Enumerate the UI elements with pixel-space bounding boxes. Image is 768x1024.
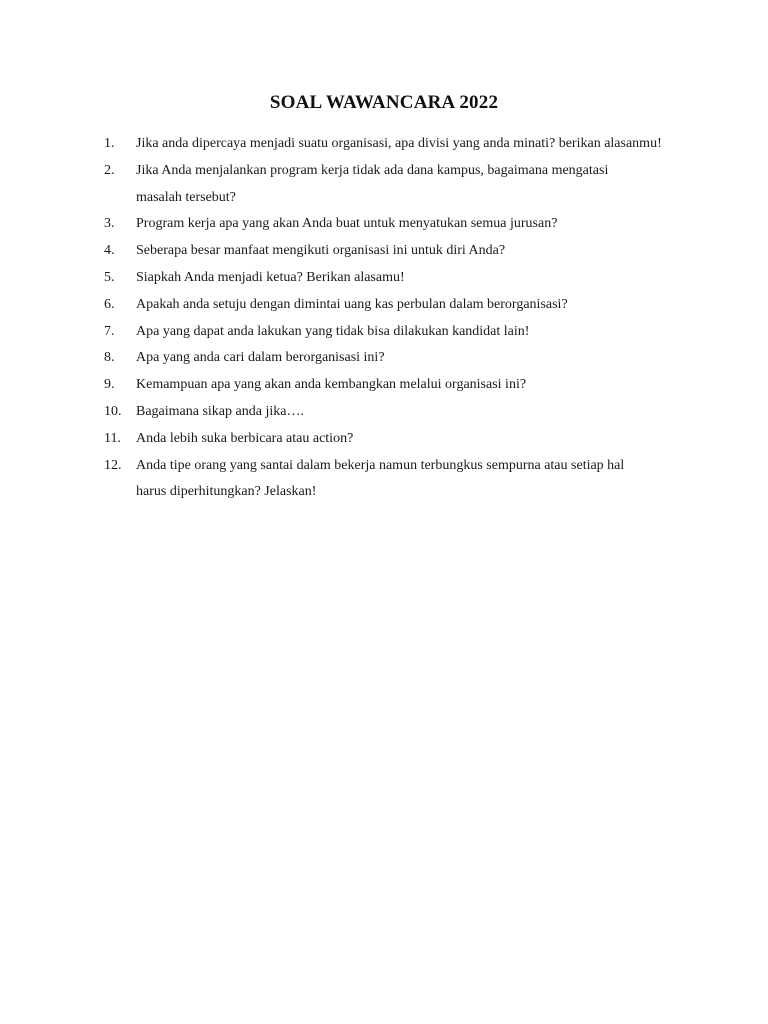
list-item (104, 345, 677, 372)
list-item (104, 399, 677, 426)
question-number: 5. (104, 269, 115, 285)
list-item (104, 211, 677, 238)
list-item (104, 453, 677, 507)
list-item (104, 265, 677, 292)
question-text: Apa yang dapat anda lakukan yang tidak bisa dilakukan kandidat lain! (136, 323, 530, 339)
list-item (104, 131, 677, 158)
document-title: SOAL WAWANCARA 2022 (269, 92, 499, 113)
question-text: Apa yang anda cari dalam berorganisasi ini? (136, 350, 385, 366)
question-text: Anda lebih suka berbicara atau action? (136, 430, 354, 446)
question-number: 3. (104, 216, 115, 232)
question-number: 1. (104, 136, 115, 151)
question-number: 4. (104, 243, 115, 259)
question-text: Jika anda dipercaya menjadi suatu organisasi, apa divisi yang anda minati? berikan alasanmu! (136, 136, 662, 151)
question-number: 6. (104, 296, 115, 312)
question-text: Kemampuan apa yang akan anda kembangkan melalui organisasi ini? (136, 377, 527, 393)
question-text: Apakah anda setuju dengan dimintai uang kas perbulan dalam berorganisasi? (136, 296, 568, 312)
question-number: 12. (104, 457, 122, 473)
question-text: Jika Anda menjalankan program kerja tidak ada dana kampus, bagaimana mengatasi masalah tersebut? (136, 162, 609, 205)
list-item (104, 372, 677, 399)
list-item (104, 426, 677, 453)
question-number: 9. (104, 377, 115, 393)
question-text: Seberapa besar manfaat mengikuti organisasi ini untuk diri Anda? (136, 243, 506, 259)
question-text: Anda tipe orang yang santai dalam bekerja namun terbungkus sempurna atau setiap hal harus diperhitungkan? Jelaskan! (136, 457, 625, 500)
question-number: 7. (104, 323, 115, 339)
list-item (104, 292, 677, 319)
question-text: Bagaimana sikap anda jika…. (136, 403, 304, 419)
question-number: 2. (104, 162, 115, 178)
list-item (104, 158, 677, 212)
question-text: Siapkah Anda menjadi ketua? Berikan alasamu! (136, 269, 405, 285)
question-list (104, 131, 677, 506)
question-number: 10. (104, 403, 122, 419)
question-number: 11. (104, 430, 121, 446)
question-number: 8. (104, 350, 115, 366)
question-text: Program kerja apa yang akan Anda buat untuk menyatukan semua jurusan? (136, 216, 558, 232)
list-item (104, 238, 677, 265)
list-item (104, 319, 677, 346)
